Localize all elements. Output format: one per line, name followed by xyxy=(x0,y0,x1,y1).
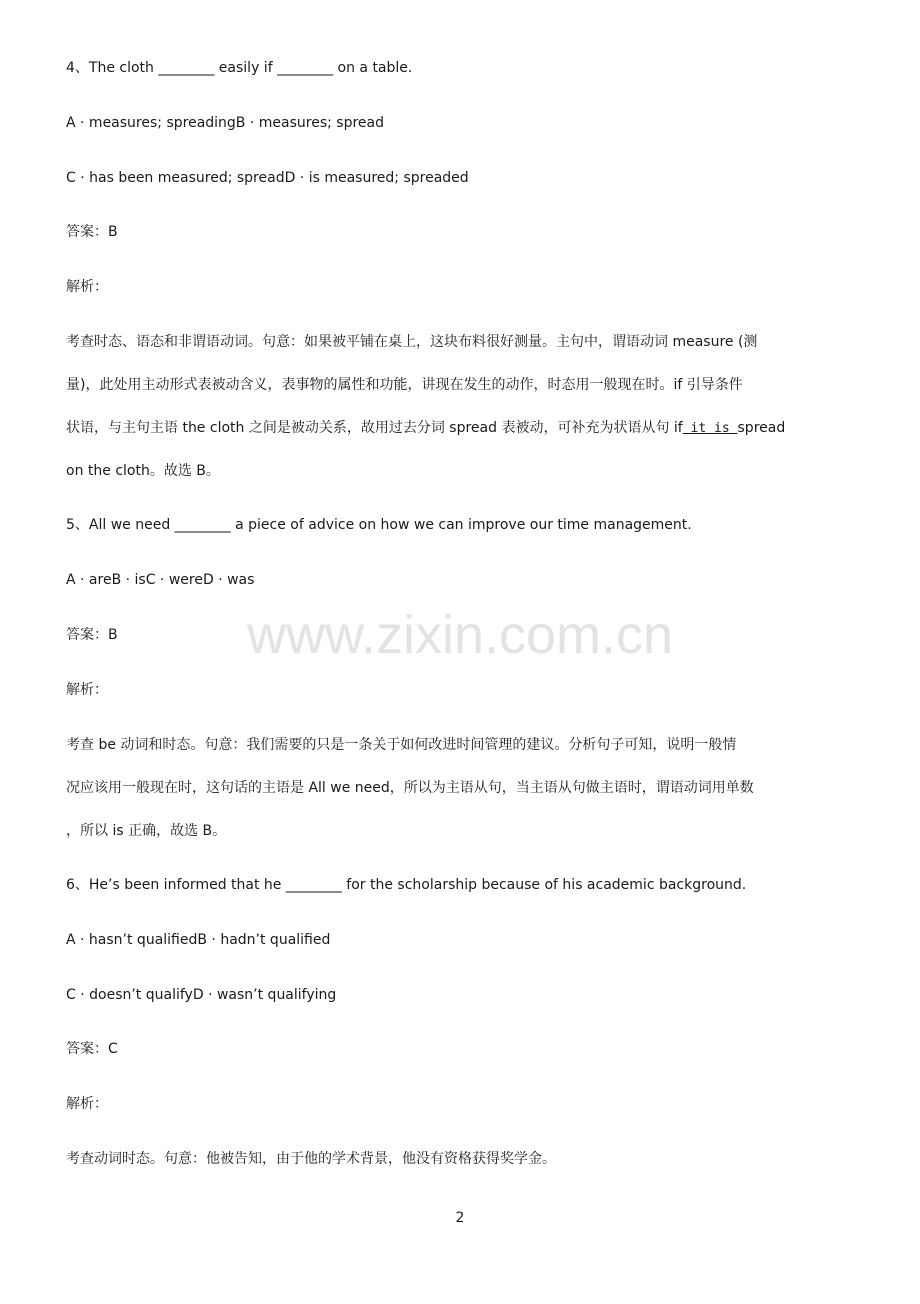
question-4-analysis-line-3-text: 状语，与主句主语 the cloth 之间是被动关系，故用过去分词 spread 表被动，可补充为状语从句 if xyxy=(66,420,683,436)
question-6-analysis-line-1: 考查动词时态。句意：他被告知，由于他的学术背景，他没有资格获得奖学金。 xyxy=(66,1151,556,1167)
question-5-analysis-line-1: 考查 be 动词和时态。句意：我们需要的只是一条关于如何改进时间管理的建议。分析句子可知，说明一般情 xyxy=(66,737,737,753)
question-4-analysis-line-3-tail: spread xyxy=(737,420,786,436)
question-4-stem: 4、The cloth ________ easily if ________ on a table. xyxy=(66,60,413,76)
question-5-stem: 5、All we need ________ a piece of advice on how we can improve our time management. xyxy=(66,517,692,533)
watermark: www.zixin.com.cn xyxy=(246,605,674,665)
question-5-analysis-line-3: ，所以 is 正确，故选 B。 xyxy=(66,823,227,839)
question-4-analysis-label: 解析： xyxy=(66,279,108,295)
question-5-options: A · areB · isC · wereD · was xyxy=(66,572,255,588)
question-6-stem: 6、He’s been informed that he ________ for the scholarship because of his academic background. xyxy=(66,877,747,893)
question-4-underlined-clause: it is xyxy=(682,421,738,436)
question-4-analysis-line-4: on the cloth。故选 B。 xyxy=(66,463,220,479)
question-4-answer: 答案：B xyxy=(66,224,118,240)
question-5-analysis-label: 解析： xyxy=(66,682,108,698)
question-6-options-ab: A · hasn’t qualifiedB · hadn’t qualified xyxy=(66,932,331,948)
question-4-analysis-line-2: 量)，此处用主动形式表被动含义，表事物的属性和功能，讲现在发生的动作，时态用一般现在时。if 引导条件 xyxy=(66,377,743,393)
question-4-analysis-line-1: 考查时态、语态和非谓语动词。句意：如果被平铺在桌上，这块布料很好测量。主句中，谓语动词 measure (测 xyxy=(66,334,758,350)
question-4-options-ab: A · measures; spreadingB · measures; spread xyxy=(66,115,384,131)
question-5-answer: 答案：B xyxy=(66,627,118,643)
question-6-analysis-label: 解析： xyxy=(66,1096,108,1112)
question-4-options-cd: C · has been measured; spreadD · is measured; spreaded xyxy=(66,170,469,186)
question-6-options-cd: C · doesn’t qualifyD · wasn’t qualifying xyxy=(66,987,337,1003)
question-6-answer: 答案：C xyxy=(66,1041,118,1057)
question-4-analysis-line-3 xyxy=(66,418,785,439)
page-number: 2 xyxy=(455,1210,465,1226)
question-5-analysis-line-2: 况应该用一般现在时，这句话的主语是 All we need，所以为主语从句，当主语从句做主语时，谓语动词用单数 xyxy=(66,780,754,796)
